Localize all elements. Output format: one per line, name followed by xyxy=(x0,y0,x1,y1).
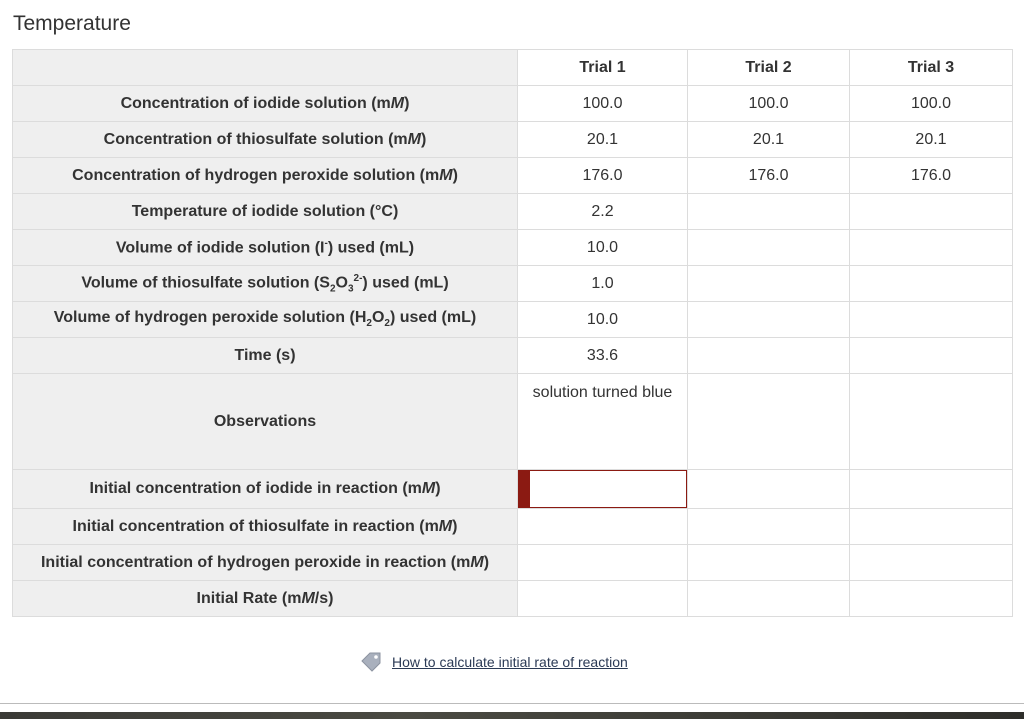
table-row xyxy=(13,374,1013,470)
initial-iodide-input-trial-1[interactable] xyxy=(518,470,687,508)
how-to-calculate-link[interactable]: How to calculate initial rate of reaction xyxy=(392,654,628,670)
cell-value xyxy=(850,338,1013,374)
header-corner xyxy=(13,50,518,86)
cell-value xyxy=(688,230,850,266)
cell-value xyxy=(688,194,850,230)
cell-value[interactable] xyxy=(850,470,1013,509)
row-label-temperature: Temperature of iodide solution (°C) xyxy=(13,194,518,230)
row-label-thiosulfate-concentration: Concentration of thiosulfate solution (mM) xyxy=(13,122,518,158)
table-row xyxy=(13,194,1013,230)
cell-value[interactable] xyxy=(688,470,850,509)
cell-value xyxy=(850,230,1013,266)
cell-value[interactable] xyxy=(518,545,688,581)
table-row xyxy=(13,266,1013,302)
cell-value[interactable] xyxy=(518,509,688,545)
row-label-initial-rate: Initial Rate (mM/s) xyxy=(13,581,518,617)
table-row xyxy=(13,86,1013,122)
cell-value xyxy=(850,266,1013,302)
cell-value: 176.0 xyxy=(688,158,850,194)
taskbar-strip xyxy=(0,712,1024,719)
table-row xyxy=(13,509,1013,545)
data-table xyxy=(12,49,1013,617)
cell-value: 100.0 xyxy=(688,86,850,122)
row-label-peroxide-volume: Volume of hydrogen peroxide solution $(H_2O_2)$ used (mL) xyxy=(13,302,518,338)
cell-value: 10.0 xyxy=(518,302,688,338)
cell-value[interactable] xyxy=(688,581,850,617)
row-label-initial-iodide: Initial concentration of iodide in reaction (mM) xyxy=(13,470,518,509)
cell-value[interactable] xyxy=(850,581,1013,617)
row-label-initial-thiosulfate: Initial concentration of thiosulfate in reaction (mM) xyxy=(13,509,518,545)
row-label-thiosulfate-volume: Volume of thiosulfate solution $(S_2O_3^{2-})$ used (mL) xyxy=(13,266,518,302)
row-label-time: Time (s) xyxy=(13,338,518,374)
divider xyxy=(0,703,1024,704)
row-label-initial-peroxide: Initial concentration of hydrogen peroxide in reaction (mM) xyxy=(13,545,518,581)
cell-value xyxy=(850,194,1013,230)
page-title: Temperature xyxy=(13,12,131,35)
cell-value[interactable] xyxy=(688,509,850,545)
header-trial-2: Trial 2 xyxy=(688,50,850,86)
help-link-row xyxy=(360,652,628,672)
input-cell xyxy=(518,470,688,509)
cell-value: 20.1 xyxy=(518,122,688,158)
cell-value: 33.6 xyxy=(518,338,688,374)
row-label-peroxide-concentration: Concentration of hydrogen peroxide solution (mM) xyxy=(13,158,518,194)
cell-value: 1.0 xyxy=(518,266,688,302)
cell-value: 176.0 xyxy=(518,158,688,194)
cell-value[interactable] xyxy=(850,545,1013,581)
cell-value xyxy=(688,266,850,302)
table-row xyxy=(13,230,1013,266)
header-row xyxy=(13,50,1013,86)
table-row xyxy=(13,302,1013,338)
observation-text[interactable]: solution turned blue xyxy=(518,374,688,470)
header-trial-1: Trial 1 xyxy=(518,50,688,86)
table-row xyxy=(13,158,1013,194)
cell-value[interactable] xyxy=(850,509,1013,545)
cell-value xyxy=(850,302,1013,338)
observation-text[interactable] xyxy=(688,374,850,470)
cell-value[interactable] xyxy=(688,545,850,581)
cell-value xyxy=(688,302,850,338)
cell-value xyxy=(688,338,850,374)
cell-value: 100.0 xyxy=(850,86,1013,122)
table-row xyxy=(13,581,1013,617)
cell-value: 20.1 xyxy=(688,122,850,158)
cell-value: 10.0 xyxy=(518,230,688,266)
header-trial-3: Trial 3 xyxy=(850,50,1013,86)
table-row xyxy=(13,338,1013,374)
table-row xyxy=(13,545,1013,581)
cell-value[interactable] xyxy=(518,581,688,617)
cell-value: 100.0 xyxy=(518,86,688,122)
tag-icon xyxy=(360,652,382,672)
observation-text[interactable] xyxy=(850,374,1013,470)
table-row xyxy=(13,122,1013,158)
row-label-iodide-concentration: Concentration of iodide solution (mM) xyxy=(13,86,518,122)
table-row xyxy=(13,470,1013,509)
row-label-iodide-volume: Volume of iodide solution (I-) used (mL) xyxy=(13,230,518,266)
cell-value: 2.2 xyxy=(518,194,688,230)
cell-value: 176.0 xyxy=(850,158,1013,194)
cell-value: 20.1 xyxy=(850,122,1013,158)
row-label-observations: Observations xyxy=(13,374,518,470)
